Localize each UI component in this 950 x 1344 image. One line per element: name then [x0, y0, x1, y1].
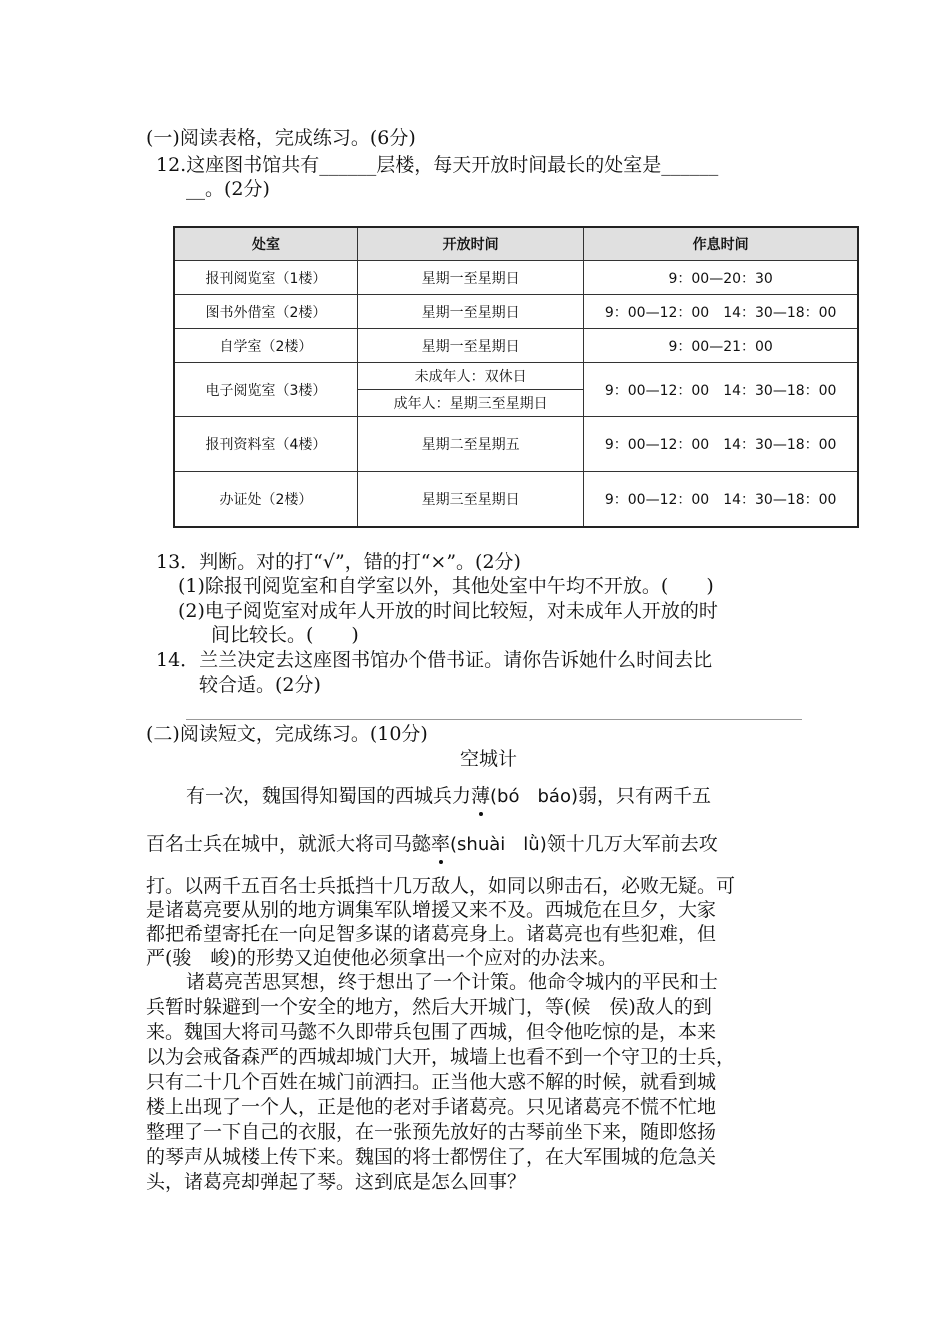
- p2-line2: 兵暂时躲避到一个安全的地方，然后大开城门，等(候 侯)敌人的到: [146, 996, 712, 1018]
- p1-line2: [146, 832, 718, 857]
- table-row: [174, 417, 858, 472]
- p1-line2-a: 百名士兵在城中，就派大将司马懿: [146, 833, 432, 855]
- cell-hours: 9：00—12：00 14：30—18：00: [584, 417, 858, 472]
- cell-room: 报刊资料室（4楼）: [174, 417, 357, 472]
- cell-open-adults: 成年人：星期三至星期日: [357, 390, 583, 417]
- p1-line1: [186, 784, 711, 809]
- cell-hours: 9：00—12：00 14：30—18：00: [584, 363, 858, 417]
- cell-open: 星期一至星期日: [357, 295, 583, 329]
- q13-stem: 13．判断。对的打“√”，错的打“×”。(2分): [156, 551, 521, 573]
- cell-room: 图书外借室（2楼）: [174, 295, 357, 329]
- p1-line6: 严(骏 峻)的形势又迫使他必须拿出一个应对的办法来。: [146, 947, 617, 969]
- q13-item1: (1)除报刊阅览室和自学室以外，其他处室中午均不开放。( ): [178, 575, 714, 597]
- cell-hours: 9：00—12：00 14：30—18：00: [584, 472, 858, 527]
- p2-line9: 头，诸葛亮却弹起了琴。这到底是怎么回事？: [146, 1171, 527, 1193]
- pinyin-choice-bo: (bó báo): [490, 786, 578, 807]
- header-hours: 作息时间: [584, 227, 858, 261]
- p2-line8: 的琴声从城楼上传下来。魏国的将士都愣住了，在大军围城的危急关: [146, 1146, 717, 1168]
- p1-line1-a: 有一次，魏国得知蜀国的西城兵力: [186, 785, 472, 807]
- p1-line5: 都把希望寄托在一向足智多谋的诸葛亮身上。诸葛亮也有些犯难，但: [146, 923, 717, 945]
- q12-line2: __。(2分): [186, 178, 270, 200]
- dotted-char-bo: 薄: [471, 785, 491, 807]
- p1-line3: 打。以两千五百名士兵抵挡十几万敌人，如同以卵击石，必败无疑。可: [146, 875, 736, 897]
- section1-heading: (一)阅读表格，完成练习。(6分): [146, 127, 416, 149]
- cell-room: 电子阅览室（3楼）: [174, 363, 357, 417]
- cell-open-minors: 未成年人：双休日: [357, 363, 583, 390]
- cell-open: 星期一至星期日: [357, 261, 583, 295]
- cell-open: 星期三至星期日: [357, 472, 583, 527]
- cell-room: 自学室（2楼）: [174, 329, 357, 363]
- library-table: [173, 226, 859, 528]
- q12-line1: 12.这座图书馆共有______层楼，每天开放时间最长的处室是______: [156, 154, 719, 176]
- cell-open: 星期二至星期五: [357, 417, 583, 472]
- header-open: 开放时间: [357, 227, 583, 261]
- p2-line5: 只有二十几个百姓在城门前洒扫。正当他大惑不解的时候，就看到城: [146, 1071, 717, 1093]
- cell-hours: 9：00—21：00: [584, 329, 858, 363]
- p1-line4: 是诸葛亮要从别的地方调集军队增援又来不及。西城危在旦夕，大家: [146, 899, 717, 921]
- p2-line4: 以为会戒备森严的西城却城门大开，城墙上也看不到一个守卫的士兵，: [146, 1046, 736, 1068]
- p2-line1: 诸葛亮苦思冥想，终于想出了一个计策。他命令城内的平民和士: [186, 971, 719, 993]
- dotted-char-shuai: 率: [431, 833, 451, 855]
- header-room: 处室: [174, 227, 357, 261]
- answer-line: [186, 719, 802, 720]
- table-row: [174, 363, 858, 390]
- pinyin-choice-shuai: (shuài lǜ): [450, 834, 547, 855]
- cell-hours: 9：00—12：00 14：30—18：00: [584, 295, 858, 329]
- table-row: [174, 261, 858, 295]
- p2-line7: 整理了一下自己的衣服，在一张预先放好的古琴前坐下来，随即悠扬: [146, 1121, 717, 1143]
- table-row: [174, 329, 858, 363]
- cell-room: 报刊阅览室（1楼）: [174, 261, 357, 295]
- cell-open: 星期一至星期日: [357, 329, 583, 363]
- section2-heading: (二)阅读短文，完成练习。(10分): [146, 723, 428, 745]
- p1-line2-b: 领十几万大军前去攻: [546, 833, 718, 855]
- q14-line1: 14．兰兰决定去这座图书馆办个借书证。请你告诉她什么时间去比: [156, 649, 713, 671]
- table-row: [174, 472, 858, 527]
- table-header-row: [174, 227, 858, 261]
- p2-line3: 来。魏国大将司马懿不久即带兵包围了西城，但令他吃惊的是，本来: [146, 1021, 717, 1043]
- q13-item2-line1: (2)电子阅览室对成年人开放的时间比较短，对未成年人开放的时: [178, 600, 718, 622]
- cell-room: 办证处（2楼）: [174, 472, 357, 527]
- passage-title: 空城计: [460, 748, 518, 770]
- table-row: [174, 295, 858, 329]
- q13-item2-line2: 间比较长。( ): [211, 624, 359, 646]
- cell-hours: 9：00—20：30: [584, 261, 858, 295]
- q14-line2: 较合适。(2分): [199, 674, 321, 696]
- p1-line1-b: 弱，只有两千五: [577, 785, 711, 807]
- p2-line6: 楼上出现了一个人，正是他的老对手诸葛亮。只见诸葛亮不慌不忙地: [146, 1096, 717, 1118]
